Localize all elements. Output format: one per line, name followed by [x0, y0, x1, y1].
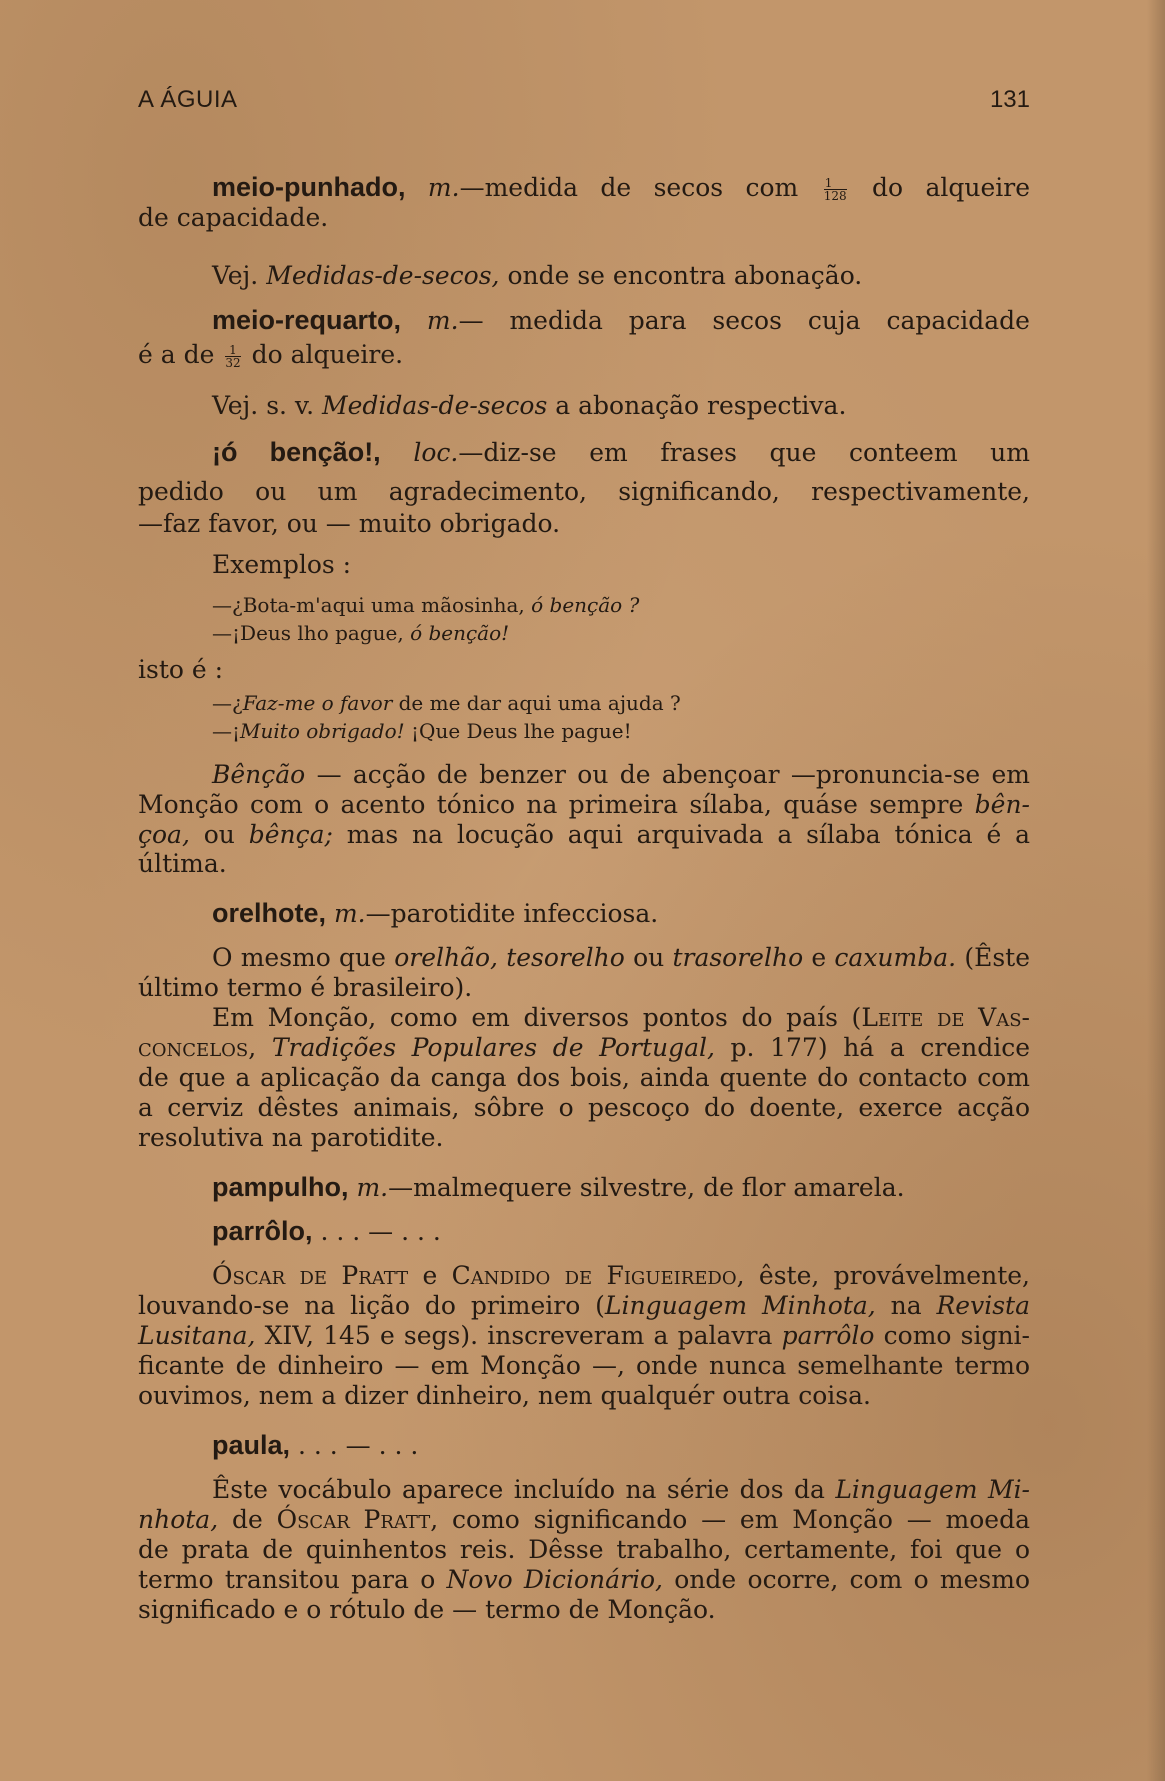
- author-name: Candido de Figueiredo,: [451, 1261, 745, 1290]
- headword: paula,: [212, 1430, 291, 1460]
- paragraph-line: [138, 1321, 1030, 1351]
- example-text: —¡Deus lho pague,: [212, 621, 404, 645]
- example-line: [212, 690, 1030, 716]
- work-title: Revista: [936, 1291, 1030, 1320]
- note-line: última.: [138, 849, 227, 878]
- entry-meio-punhado: [212, 172, 1030, 203]
- paragraph-italic: trasorelho: [672, 943, 804, 972]
- work-title: Linguagem Minhota,: [604, 1291, 876, 1320]
- note-line: [138, 790, 1030, 820]
- example-text: ¡Que Deus lhe pague!: [411, 719, 632, 743]
- definition-text: de capacidade.: [138, 203, 329, 232]
- paragraph-text: ou: [633, 943, 665, 972]
- entry-paula: [212, 1430, 1030, 1461]
- definition-text: —medida de secos com: [459, 173, 799, 202]
- paragraph-line: [212, 1261, 1030, 1291]
- grammar-tag: m.: [356, 1173, 389, 1202]
- paragraph-text: como signi-: [883, 1321, 1030, 1350]
- definition-text: do alqueire.: [251, 340, 404, 369]
- paragraph-text: p. 177) há a crendice: [730, 1033, 1030, 1062]
- paragraph-line: resolutiva na parotidite.: [138, 1123, 444, 1152]
- definition-text: —faz favor, ou — muito obrigado.: [138, 509, 561, 538]
- paragraph-text: de: [231, 1505, 263, 1534]
- definition-text: —parotidite infecciosa.: [365, 899, 659, 928]
- note-italic: Bênção: [212, 760, 306, 789]
- example-line: [212, 620, 1030, 646]
- reference-text: a abonação respectiva.: [555, 391, 847, 420]
- work-title: Linguagem Mi-: [835, 1475, 1031, 1504]
- example-italic: ó benção!: [410, 621, 510, 645]
- note-italic: bênça;: [248, 820, 333, 849]
- reference-text: onde se encontra abonação.: [507, 261, 863, 290]
- paragraph-line: último termo é brasileiro).: [138, 973, 473, 1002]
- definition-text: — medida para secos cuja capacidade: [458, 306, 1030, 335]
- example-italic: Muito obrigado!: [240, 719, 405, 743]
- example-italic: ó benção ?: [531, 593, 640, 617]
- note-text: mas na locução aqui arquivada a sílaba tónica é a: [346, 820, 1030, 849]
- paragraph-line: [138, 1291, 1030, 1321]
- example-italic: Faz-me o favor: [242, 691, 393, 715]
- headword: pampulho,: [212, 1172, 349, 1202]
- note-line: [138, 820, 1030, 850]
- paragraph-line: significado e o rótulo de — termo de Monção.: [138, 1595, 716, 1624]
- vej-label: Vej. s. v.: [212, 391, 315, 420]
- definition-text: . . . — . . .: [320, 1217, 441, 1246]
- paragraph-text: e: [422, 1261, 438, 1290]
- headword: meio-requarto,: [212, 305, 402, 335]
- entry-meio-requarto: [212, 305, 1030, 336]
- work-title: nhota,: [138, 1505, 219, 1534]
- note-text: — acção de benzer ou de abençoar —pronuncia-se em: [316, 760, 1031, 789]
- note-italic: bên-: [974, 790, 1030, 819]
- headword: parrôlo,: [212, 1216, 313, 1246]
- vej-label: Vej.: [212, 261, 259, 290]
- note-text: Monção com o acento tónico na primeira sílaba, quáse sempre: [138, 790, 964, 819]
- definition-text: —malmequere silvestre, de flor amarela.: [388, 1173, 905, 1202]
- paragraph-line: [212, 1475, 1030, 1505]
- fraction-numerator: 1: [225, 344, 240, 357]
- fraction-numerator: 1: [824, 177, 847, 190]
- paragraph-text: na: [890, 1291, 922, 1320]
- running-title: A ÁGUIA: [138, 86, 238, 113]
- note-italic: çoa,: [138, 820, 190, 849]
- example-text: —¿: [212, 691, 243, 715]
- definition-text: —diz-se em frases que conteem um: [458, 438, 1030, 467]
- paragraph-line: [212, 943, 1030, 973]
- paragraph-line: ficante de dinheiro — em Monção —, onde nunca semelhante termo: [138, 1351, 1030, 1380]
- reference-title: Medidas-de-secos,: [266, 261, 500, 290]
- paragraph-text: como significando — em Monção — moeda: [452, 1505, 1031, 1534]
- paragraph-text: (Êste: [964, 943, 1030, 972]
- fraction: [225, 344, 240, 369]
- paragraph-text: Em Monção, como em diversos pontos do país (: [212, 1003, 862, 1032]
- entry-parrolo: [212, 1216, 1030, 1247]
- paragraph-line: de prata de quinhentos reis. Dêsse trabalho, certamente, foi que o: [138, 1535, 1030, 1564]
- entry-orelhote: [212, 898, 1030, 929]
- paragraph-line: de que a aplicação da canga dos bois, ainda quente do contacto com: [138, 1063, 1030, 1092]
- paragraph-text: XIV, 145 e segs). inscreveram a palavra: [264, 1321, 773, 1350]
- paragraph-line: [212, 1003, 1030, 1033]
- work-title: Lusitana,: [138, 1321, 256, 1350]
- definition-text: pedido ou um agradecimento, significando, respectivamente,: [138, 477, 1030, 506]
- author-name: Óscar de Pratt: [212, 1261, 409, 1290]
- entry-pampulho: [212, 1172, 1030, 1203]
- page-edge-shadow: [1147, 0, 1165, 1781]
- entry-o-bencao: [212, 437, 1030, 468]
- paragraph-italic: orelhão, tesorelho: [394, 943, 625, 972]
- author-name: Leite de Vas-: [861, 1003, 1031, 1032]
- paragraph-italic: caxumba.: [834, 943, 957, 972]
- examples-label: Exemplos :: [212, 550, 352, 579]
- headword: ¡ó benção!,: [212, 437, 381, 467]
- work-title: Tradições Populares de Portugal,: [271, 1033, 715, 1062]
- isto-e-label: isto é :: [138, 655, 224, 684]
- paragraph-text: onde ocorre, com o mesmo: [674, 1565, 1031, 1594]
- paragraph-text: termo transitou para o: [138, 1565, 436, 1594]
- example-text: de me dar aqui uma ajuda ?: [398, 691, 681, 715]
- paragraph-text: Êste vocábulo aparece incluído na série dos da: [212, 1475, 825, 1504]
- grammar-tag: m.: [427, 173, 460, 202]
- note-text: ou: [203, 820, 235, 849]
- example-text: —¿Bota-m'aqui uma mãosinha,: [212, 593, 525, 617]
- paragraph-text: êste, provávelmente,: [758, 1261, 1030, 1290]
- fraction: [824, 177, 847, 202]
- paragraph-line: ouvimos, nem a dizer dinheiro, nem qualquér outra coisa.: [138, 1381, 871, 1410]
- grammar-tag: m.: [426, 306, 459, 335]
- paragraph-text: e: [811, 943, 827, 972]
- definition-text: é a de: [138, 340, 215, 369]
- paragraph-line: [138, 1565, 1030, 1595]
- paragraph-line: [138, 1505, 1030, 1535]
- author-name: Óscar Pratt,: [276, 1505, 439, 1534]
- note-line: [212, 760, 1030, 790]
- definition-text: do alqueire: [872, 173, 1031, 202]
- definition-continuation: [138, 509, 1030, 539]
- example-line: [212, 718, 1030, 744]
- definition-continuation: [138, 203, 1030, 233]
- cross-reference: [212, 391, 1030, 421]
- headword: meio-punhado,: [212, 172, 406, 202]
- cross-reference: [212, 261, 1030, 291]
- example-text: —¡: [212, 719, 241, 743]
- paragraph-text: louvando-se na lição do primeiro (: [138, 1291, 605, 1320]
- paragraph-line: a cerviz dêstes animais, sôbre o pescoço do doente, exerce acção: [138, 1093, 1030, 1122]
- paragraph-line: [138, 1033, 1030, 1063]
- paragraph-text: O mesmo que: [212, 943, 386, 972]
- reference-title: Medidas-de-secos: [321, 391, 548, 420]
- paragraph-italic: parrôlo: [781, 1321, 875, 1350]
- grammar-tag: m.: [333, 899, 366, 928]
- definition-text: . . . — . . .: [297, 1431, 419, 1460]
- page-header: [138, 86, 1030, 120]
- definition-continuation: [138, 340, 1030, 370]
- author-name: concelos,: [138, 1033, 257, 1062]
- headword: orelhote,: [212, 898, 327, 928]
- definition-continuation: [138, 477, 1030, 507]
- fraction-denominator: 128: [823, 189, 847, 203]
- work-title: Novo Dicionário,: [446, 1565, 663, 1594]
- fraction-denominator: 32: [225, 356, 241, 370]
- page-number: 131: [989, 86, 1030, 113]
- grammar-tag: loc.: [413, 438, 459, 467]
- example-line: [212, 592, 1030, 618]
